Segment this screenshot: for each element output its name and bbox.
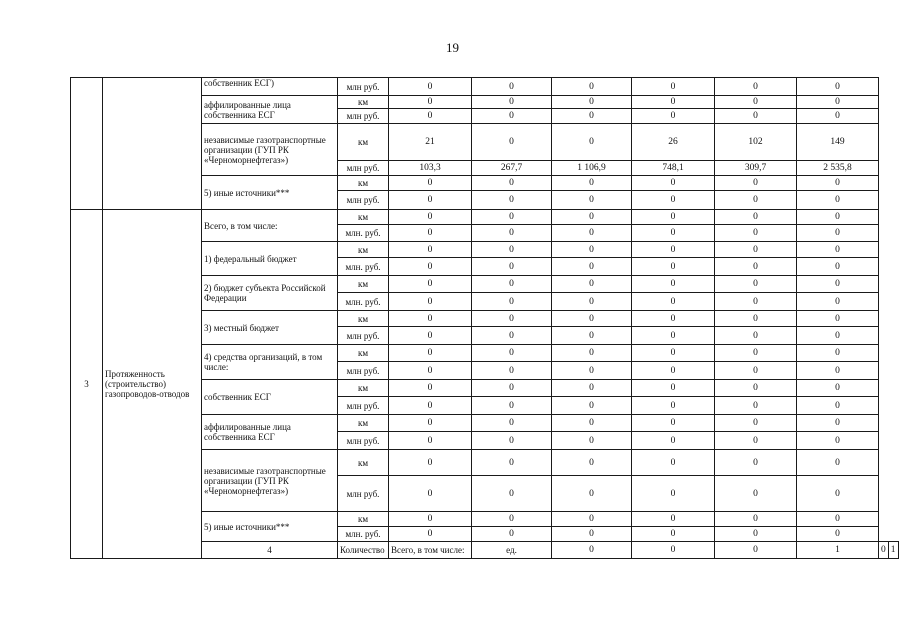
value-cell: 0 — [797, 512, 879, 527]
value-cell: 0 — [389, 476, 472, 512]
value-cell: 0 — [552, 415, 632, 432]
value-cell: 0 — [632, 311, 715, 327]
value-cell: 748,1 — [632, 161, 715, 176]
value-cell: 0 — [472, 380, 552, 397]
value-cell: 0 — [632, 191, 715, 210]
value-cell: 0 — [552, 242, 632, 258]
value-cell: 0 — [632, 258, 715, 276]
value-cell: 102 — [715, 124, 797, 161]
value-cell: 0 — [552, 124, 632, 161]
unit-cell: км — [338, 345, 389, 362]
unit-cell: млн руб. — [338, 191, 389, 210]
data-table — [70, 77, 899, 559]
value-cell: 0 — [632, 362, 715, 380]
value-cell: 0 — [389, 242, 472, 258]
source-description-cell: независимые газотранспортные организации (ГУП РК «Черноморнефтегаз») — [202, 124, 338, 176]
value-cell: 0 — [552, 293, 632, 311]
value-cell: 0 — [715, 225, 797, 242]
value-cell: 0 — [472, 225, 552, 242]
value-cell: 0 — [632, 432, 715, 450]
unit-cell: км — [338, 276, 389, 293]
value-cell: 0 — [715, 96, 797, 109]
value-cell: 0 — [552, 109, 632, 124]
value-cell: 0 — [389, 512, 472, 527]
value-cell: 309,7 — [715, 161, 797, 176]
unit-cell: км — [338, 512, 389, 527]
value-cell: 0 — [552, 78, 632, 96]
value-cell: 0 — [472, 242, 552, 258]
value-cell: 0 — [472, 293, 552, 311]
unit-cell: км — [338, 96, 389, 109]
value-cell: 0 — [389, 210, 472, 225]
value-cell: 0 — [389, 345, 472, 362]
value-cell: 0 — [389, 96, 472, 109]
value-cell: 0 — [389, 78, 472, 96]
value-cell: 0 — [389, 109, 472, 124]
value-cell: 0 — [715, 415, 797, 432]
source-description-cell: 5) иные источники*** — [202, 176, 338, 210]
value-cell: 0 — [715, 176, 797, 191]
value-cell: 0 — [632, 512, 715, 527]
value-cell: 0 — [715, 327, 797, 345]
value-cell: 0 — [632, 476, 715, 512]
value-cell: 0 — [389, 327, 472, 345]
value-cell: 0 — [632, 242, 715, 258]
unit-cell: млн. руб. — [338, 225, 389, 242]
value-cell: 0 — [632, 542, 715, 559]
unit-cell: млн руб. — [338, 476, 389, 512]
value-cell: 0 — [715, 450, 797, 476]
value-cell: 0 — [389, 397, 472, 415]
value-cell: 0 — [472, 527, 552, 542]
page-number: 19 — [446, 40, 459, 55]
value-cell: 1 — [797, 542, 879, 559]
unit-cell: млн. руб. — [338, 258, 389, 276]
value-cell: 0 — [797, 293, 879, 311]
unit-cell: км — [338, 242, 389, 258]
value-cell: 0 — [797, 450, 879, 476]
value-cell: 0 — [389, 362, 472, 380]
value-cell: 0 — [389, 293, 472, 311]
source-description-cell: 3) местный бюджет — [202, 311, 338, 345]
value-cell: 0 — [552, 450, 632, 476]
value-cell: 0 — [797, 476, 879, 512]
row-number-cell: 4 — [202, 542, 338, 559]
value-cell: 0 — [552, 512, 632, 527]
value-cell: 0 — [472, 476, 552, 512]
value-cell: 0 — [797, 311, 879, 327]
value-cell: 0 — [715, 242, 797, 258]
unit-cell: км — [338, 380, 389, 397]
value-cell: 0 — [552, 362, 632, 380]
value-cell: 0 — [797, 96, 879, 109]
value-cell: 0 — [632, 450, 715, 476]
value-cell: 0 — [715, 293, 797, 311]
value-cell: 0 — [632, 96, 715, 109]
value-cell: 0 — [715, 311, 797, 327]
value-cell: 0 — [389, 380, 472, 397]
indicator-name-cell — [103, 78, 202, 210]
value-cell: 0 — [797, 432, 879, 450]
value-cell: 0 — [632, 276, 715, 293]
value-cell: 0 — [632, 380, 715, 397]
value-cell: 0 — [389, 191, 472, 210]
value-cell: 0 — [472, 210, 552, 225]
value-cell: 0 — [715, 476, 797, 512]
value-cell: 267,7 — [472, 161, 552, 176]
source-description-cell: собственник ЕСГ — [202, 380, 338, 415]
value-cell: 0 — [472, 276, 552, 293]
value-cell: 0 — [389, 450, 472, 476]
unit-cell: км — [338, 311, 389, 327]
source-description-cell: Всего, в том числе: — [202, 210, 338, 242]
value-cell: 0 — [797, 380, 879, 397]
value-cell: 0 — [632, 210, 715, 225]
value-cell: 0 — [472, 362, 552, 380]
unit-cell: ед. — [472, 542, 552, 559]
value-cell: 0 — [797, 345, 879, 362]
value-cell: 0 — [797, 327, 879, 345]
value-cell: 0 — [632, 176, 715, 191]
value-cell: 0 — [552, 476, 632, 512]
unit-cell: млн руб. — [338, 78, 389, 96]
value-cell: 0 — [472, 327, 552, 345]
value-cell: 0 — [472, 78, 552, 96]
value-cell: 0 — [472, 397, 552, 415]
value-cell: 0 — [472, 432, 552, 450]
value-cell: 0 — [879, 542, 889, 559]
unit-cell: км — [338, 176, 389, 191]
value-cell: 0 — [715, 210, 797, 225]
value-cell: 0 — [797, 415, 879, 432]
source-description-cell: независимые газотранспортные организации (ГУП РК «Черноморнефтегаз») — [202, 450, 338, 512]
table-row — [71, 210, 899, 225]
value-cell: 0 — [715, 397, 797, 415]
unit-cell: млн руб. — [338, 161, 389, 176]
value-cell: 0 — [552, 380, 632, 397]
unit-cell: км — [338, 415, 389, 432]
value-cell: 0 — [552, 345, 632, 362]
value-cell: 0 — [472, 109, 552, 124]
unit-cell: млн руб. — [338, 109, 389, 124]
value-cell: 0 — [389, 258, 472, 276]
unit-cell: км — [338, 210, 389, 225]
value-cell: 0 — [715, 380, 797, 397]
value-cell: 0 — [715, 432, 797, 450]
value-cell: 0 — [552, 542, 632, 559]
indicator-name-cell: Протяженность (строительство) газопроводов-отводов — [103, 210, 202, 559]
value-cell: 0 — [552, 258, 632, 276]
value-cell: 0 — [797, 225, 879, 242]
value-cell: 0 — [472, 512, 552, 527]
unit-cell: млн руб. — [338, 362, 389, 380]
value-cell: 0 — [552, 225, 632, 242]
value-cell: 0 — [715, 258, 797, 276]
value-cell: 0 — [389, 225, 472, 242]
value-cell: 0 — [715, 109, 797, 124]
value-cell: 0 — [389, 527, 472, 542]
source-description-cell: собственник ЕСГ) — [202, 78, 338, 96]
source-description-cell: аффилированные лица собственника ЕСГ — [202, 96, 338, 124]
value-cell: 0 — [552, 176, 632, 191]
value-cell: 0 — [552, 276, 632, 293]
source-description-cell: 4) средства организаций, в том числе: — [202, 345, 338, 380]
value-cell: 0 — [632, 78, 715, 96]
value-cell: 0 — [552, 191, 632, 210]
value-cell: 0 — [472, 415, 552, 432]
value-cell: 1 — [888, 542, 898, 559]
unit-cell: км — [338, 450, 389, 476]
row-number-cell: 3 — [71, 210, 103, 559]
value-cell: 0 — [632, 225, 715, 242]
source-description-cell: Всего, в том числе: — [389, 542, 472, 559]
source-description-cell: 5) иные источники*** — [202, 512, 338, 542]
value-cell: 0 — [389, 176, 472, 191]
value-cell: 0 — [552, 311, 632, 327]
value-cell: 0 — [552, 96, 632, 109]
value-cell: 0 — [472, 191, 552, 210]
indicator-name-cell: Количество — [338, 542, 389, 559]
value-cell: 0 — [797, 78, 879, 96]
value-cell: 0 — [797, 527, 879, 542]
value-cell: 0 — [472, 345, 552, 362]
value-cell: 0 — [632, 327, 715, 345]
value-cell: 0 — [632, 527, 715, 542]
unit-cell: млн руб. — [338, 397, 389, 415]
value-cell: 0 — [797, 210, 879, 225]
value-cell: 0 — [715, 527, 797, 542]
value-cell: 0 — [797, 176, 879, 191]
value-cell: 0 — [472, 96, 552, 109]
unit-cell: км — [338, 124, 389, 161]
value-cell: 0 — [715, 345, 797, 362]
value-cell: 0 — [797, 191, 879, 210]
value-cell: 0 — [552, 527, 632, 542]
value-cell: 0 — [715, 191, 797, 210]
value-cell: 0 — [632, 109, 715, 124]
value-cell: 1 106,9 — [552, 161, 632, 176]
value-cell: 0 — [797, 242, 879, 258]
value-cell: 0 — [552, 432, 632, 450]
value-cell: 0 — [389, 276, 472, 293]
value-cell: 0 — [632, 415, 715, 432]
row-number-cell — [71, 78, 103, 210]
value-cell: 0 — [389, 432, 472, 450]
value-cell: 0 — [797, 258, 879, 276]
value-cell: 0 — [389, 311, 472, 327]
unit-cell: млн. руб. — [338, 293, 389, 311]
source-description-cell: 2) бюджет субъекта Российской Федерации — [202, 276, 338, 311]
value-cell: 0 — [715, 512, 797, 527]
table-row — [71, 78, 899, 96]
value-cell: 0 — [472, 450, 552, 476]
value-cell: 0 — [389, 415, 472, 432]
unit-cell: млн. руб. — [338, 527, 389, 542]
value-cell: 21 — [389, 124, 472, 161]
value-cell: 0 — [472, 124, 552, 161]
value-cell: 2 535,8 — [797, 161, 879, 176]
value-cell: 0 — [715, 78, 797, 96]
value-cell: 0 — [472, 176, 552, 191]
value-cell: 0 — [797, 276, 879, 293]
value-cell: 0 — [797, 397, 879, 415]
value-cell: 0 — [632, 293, 715, 311]
value-cell: 0 — [632, 397, 715, 415]
value-cell: 0 — [552, 327, 632, 345]
value-cell: 0 — [632, 345, 715, 362]
value-cell: 0 — [797, 362, 879, 380]
source-description-cell: аффилированные лица собственника ЕСГ — [202, 415, 338, 450]
value-cell: 0 — [472, 258, 552, 276]
value-cell: 0 — [472, 311, 552, 327]
value-cell: 26 — [632, 124, 715, 161]
value-cell: 0 — [715, 542, 797, 559]
unit-cell: млн руб. — [338, 432, 389, 450]
value-cell: 149 — [797, 124, 879, 161]
value-cell: 0 — [797, 109, 879, 124]
source-description-cell: 1) федеральный бюджет — [202, 242, 338, 276]
value-cell: 0 — [552, 397, 632, 415]
value-cell: 0 — [715, 362, 797, 380]
unit-cell: млн руб. — [338, 327, 389, 345]
value-cell: 103,3 — [389, 161, 472, 176]
value-cell: 0 — [552, 210, 632, 225]
value-cell: 0 — [715, 276, 797, 293]
